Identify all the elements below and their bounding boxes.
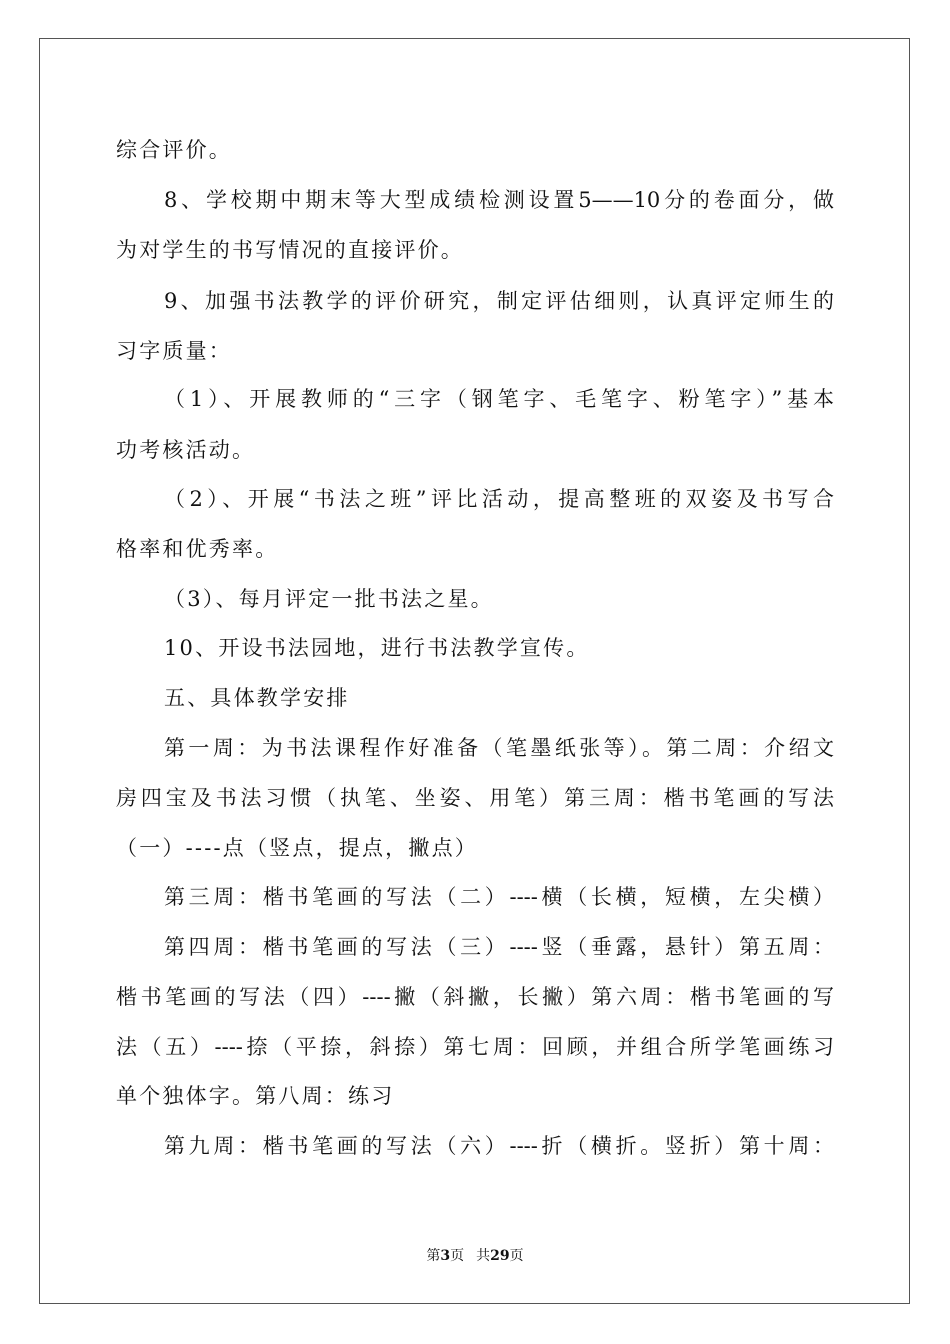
page-label-prefix: 第 [426, 1248, 441, 1264]
text-line: （1）、开展教师的“三字（钢笔字、毛笔字、粉笔字）”基本 [164, 387, 834, 411]
text-line: 第九周：楷书笔画的写法（六）----折（横折。竖折）第十周： [164, 1134, 834, 1158]
page-label-suffix: 页 [450, 1248, 465, 1264]
section-heading: 五、具体教学安排 [164, 686, 350, 710]
text-line: 9、加强书法教学的评价研究，制定评估细则，认真评定师生的 [164, 289, 834, 313]
text-line: 第三周：楷书笔画的写法（二）----横（长横，短横，左尖横） [164, 885, 834, 909]
text-line: 习字质量： [116, 339, 232, 363]
text-line: 为对学生的书写情况的直接评价。 [116, 238, 464, 262]
text-line: 格率和优秀率。 [116, 537, 279, 561]
text-line: 法（五）----捺（平捺，斜捺）第七周：回顾，并组合所学笔画练习 [116, 1035, 834, 1059]
text-line: （3）、每月评定一批书法之星。 [164, 587, 494, 611]
page-number: 3 [440, 1248, 451, 1264]
total-pages: 29 [490, 1248, 510, 1264]
text-line: 功考核活动。 [116, 438, 256, 462]
page-frame [39, 38, 910, 1304]
text-line: 10、开设书法园地，进行书法教学宣传。 [164, 636, 590, 660]
text-line: （2）、开展“书法之班”评比活动，提高整班的双姿及书写合 [164, 487, 834, 511]
text-line: 楷书笔画的写法（四）----撇（斜撇，长撇）第六周：楷书笔画的写 [116, 985, 834, 1009]
text-line: 单个独体字。第八周：练习 [116, 1084, 395, 1108]
text-line: 8、学校期中期末等大型成绩检测设置5——10分的卷面分，做 [164, 188, 834, 212]
text-line: 第一周：为书法课程作好准备（笔墨纸张等）。第二周：介绍文 [164, 736, 834, 760]
text-line: 房四宝及书法习惯（执笔、坐姿、用笔）第三周：楷书笔画的写法 [116, 786, 834, 810]
text-line: （一）----点（竖点，提点，撇点） [116, 836, 478, 860]
total-label-prefix: 共 [476, 1248, 491, 1264]
total-label-suffix: 页 [509, 1248, 524, 1264]
text-line: 第四周：楷书笔画的写法（三）----竖（垂露，悬针）第五周： [164, 935, 834, 959]
page-footer [0, 1247, 950, 1265]
text-line: 综合评价。 [116, 138, 232, 162]
